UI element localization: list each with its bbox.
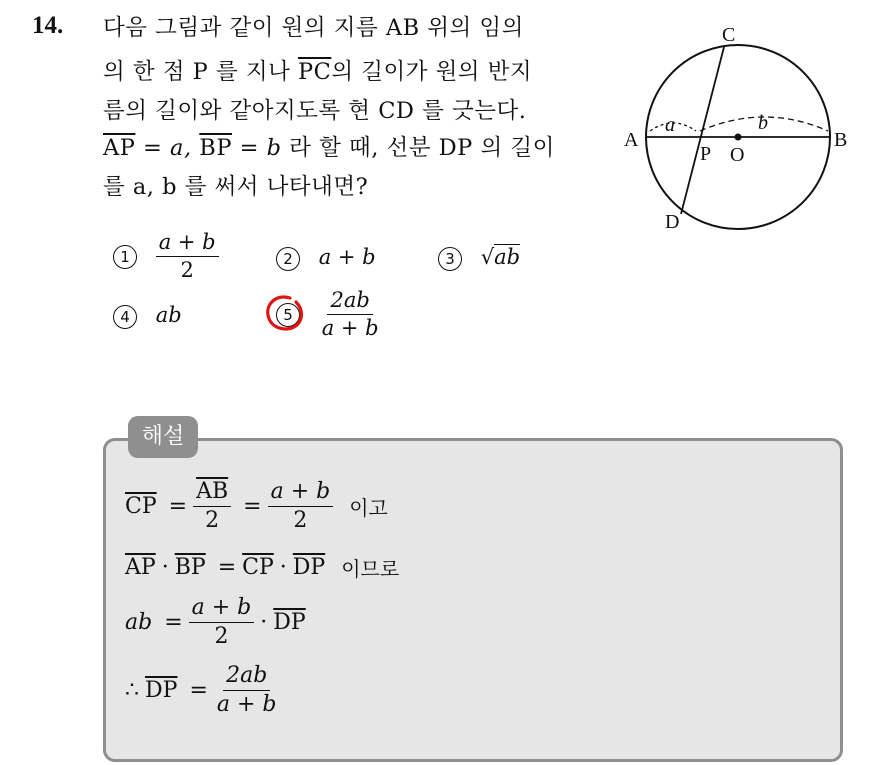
choice-5-denominator: a + b bbox=[321, 316, 379, 341]
choice-1-numerator: a + b bbox=[156, 231, 219, 257]
question-number: 14. bbox=[32, 12, 64, 39]
choice-1-denominator: 2 bbox=[180, 258, 194, 283]
choice-1[interactable] bbox=[113, 231, 219, 282]
label-p: P bbox=[700, 143, 712, 165]
question-line-5: 를 a, b 를 써서 나타내면? bbox=[103, 174, 369, 200]
center-point bbox=[735, 134, 742, 141]
question-line-2 bbox=[103, 54, 532, 86]
question-line-4 bbox=[103, 130, 555, 162]
eq-b: = b bbox=[231, 135, 282, 161]
choice-5-number: 5 bbox=[276, 303, 300, 327]
sol1-frac2-num: a + b bbox=[268, 480, 334, 507]
sol2-dot2: · bbox=[279, 555, 287, 580]
sol2-text: 이므로 bbox=[341, 557, 400, 581]
segment-pc: $\overline{PC}$ bbox=[297, 59, 332, 85]
sol2-eq: = bbox=[217, 555, 237, 580]
solution-line-3 bbox=[125, 596, 312, 649]
label-b: B bbox=[834, 129, 848, 151]
sol3-dp: $\overline{DP}$ bbox=[273, 610, 306, 636]
sol1-frac2-den: 2 bbox=[293, 508, 308, 534]
choice-4[interactable] bbox=[113, 303, 182, 329]
question-line-1: 다음 그림과 같이 원의 지름 AB 위의 임의 bbox=[103, 15, 524, 41]
solution-line-2 bbox=[125, 553, 405, 582]
sol4-frac-den: a + b bbox=[216, 692, 277, 718]
label-a: A bbox=[624, 129, 639, 151]
question-line-3: 름의 길이와 같아지도록 현 CD 를 긋는다. bbox=[103, 98, 527, 124]
choice-3[interactable] bbox=[438, 245, 520, 271]
label-c: C bbox=[722, 24, 736, 46]
choice-3-number: 3 bbox=[438, 247, 462, 271]
sol2-dot1: · bbox=[161, 555, 169, 580]
sol1-cp: $\overline{CP}$ bbox=[125, 494, 157, 520]
sol3-ab: ab bbox=[125, 610, 153, 636]
choice-3-expression: ab bbox=[494, 245, 521, 269]
choice-2[interactable] bbox=[276, 245, 376, 271]
circle-diagram bbox=[620, 15, 860, 235]
choice-5-fraction bbox=[319, 289, 382, 340]
choice-4-number: 4 bbox=[113, 305, 137, 329]
sol1-frac1-num: $\overline{AB}$ bbox=[193, 480, 231, 507]
label-o: O bbox=[730, 144, 745, 166]
question-line-4-rest: 라 할 때, 선분 DP 의 길이 bbox=[281, 135, 555, 161]
sol4-frac bbox=[214, 664, 280, 717]
choice-1-number: 1 bbox=[113, 245, 137, 269]
segment-bp: $\overline{BP}$ bbox=[199, 135, 232, 161]
sol3-frac-den: 2 bbox=[214, 624, 229, 650]
sol3-dot: · bbox=[260, 610, 268, 636]
choice-4-expression: ab bbox=[155, 303, 182, 327]
choice-2-number: 2 bbox=[276, 247, 300, 271]
choice-2-expression: a + b bbox=[318, 245, 376, 269]
choice-1-fraction bbox=[156, 231, 219, 282]
sol4-frac-num: 2ab bbox=[223, 664, 270, 691]
sol3-eq: = bbox=[164, 610, 183, 636]
choice-5-numerator: 2ab bbox=[327, 289, 372, 315]
sol3-frac-num: a + b bbox=[189, 596, 255, 623]
label-arc-a: a bbox=[665, 114, 675, 136]
label-arc-b: b bbox=[758, 112, 768, 134]
sol1-text: 이고 bbox=[349, 496, 388, 521]
sol4-therefore: ∴ bbox=[125, 678, 139, 704]
label-d: D bbox=[665, 211, 680, 233]
sol4-eq: = bbox=[189, 678, 208, 704]
sol2-ap: $\overline{AP}$ bbox=[125, 555, 156, 580]
sol3-frac bbox=[189, 596, 255, 649]
sol4-dp: $\overline{DP}$ bbox=[145, 678, 178, 704]
solution-line-4 bbox=[125, 664, 286, 717]
question-line-2-b: 의 길이가 원의 반지 bbox=[331, 59, 533, 85]
eq-a: = a, bbox=[135, 135, 200, 161]
solution-tag: 해설 bbox=[128, 416, 198, 458]
sol1-frac2 bbox=[268, 480, 334, 533]
answer-mark-circle bbox=[263, 292, 307, 334]
sol2-bp: $\overline{BP}$ bbox=[174, 555, 206, 580]
sol1-frac1 bbox=[193, 480, 231, 533]
sol1-eq2: = bbox=[243, 494, 262, 520]
segment-ap: $\overline{AP}$ bbox=[103, 135, 136, 161]
sqrt-sign: √ bbox=[480, 245, 495, 269]
question-line-2-a: 의 한 점 P 를 지나 bbox=[103, 59, 298, 85]
sol2-cp: $\overline{CP}$ bbox=[242, 555, 274, 580]
sol1-frac1-den: 2 bbox=[205, 508, 220, 534]
sol2-dp: $\overline{DP}$ bbox=[292, 555, 326, 580]
sol1-eq1: = bbox=[168, 494, 188, 520]
solution-line-1 bbox=[125, 480, 394, 533]
